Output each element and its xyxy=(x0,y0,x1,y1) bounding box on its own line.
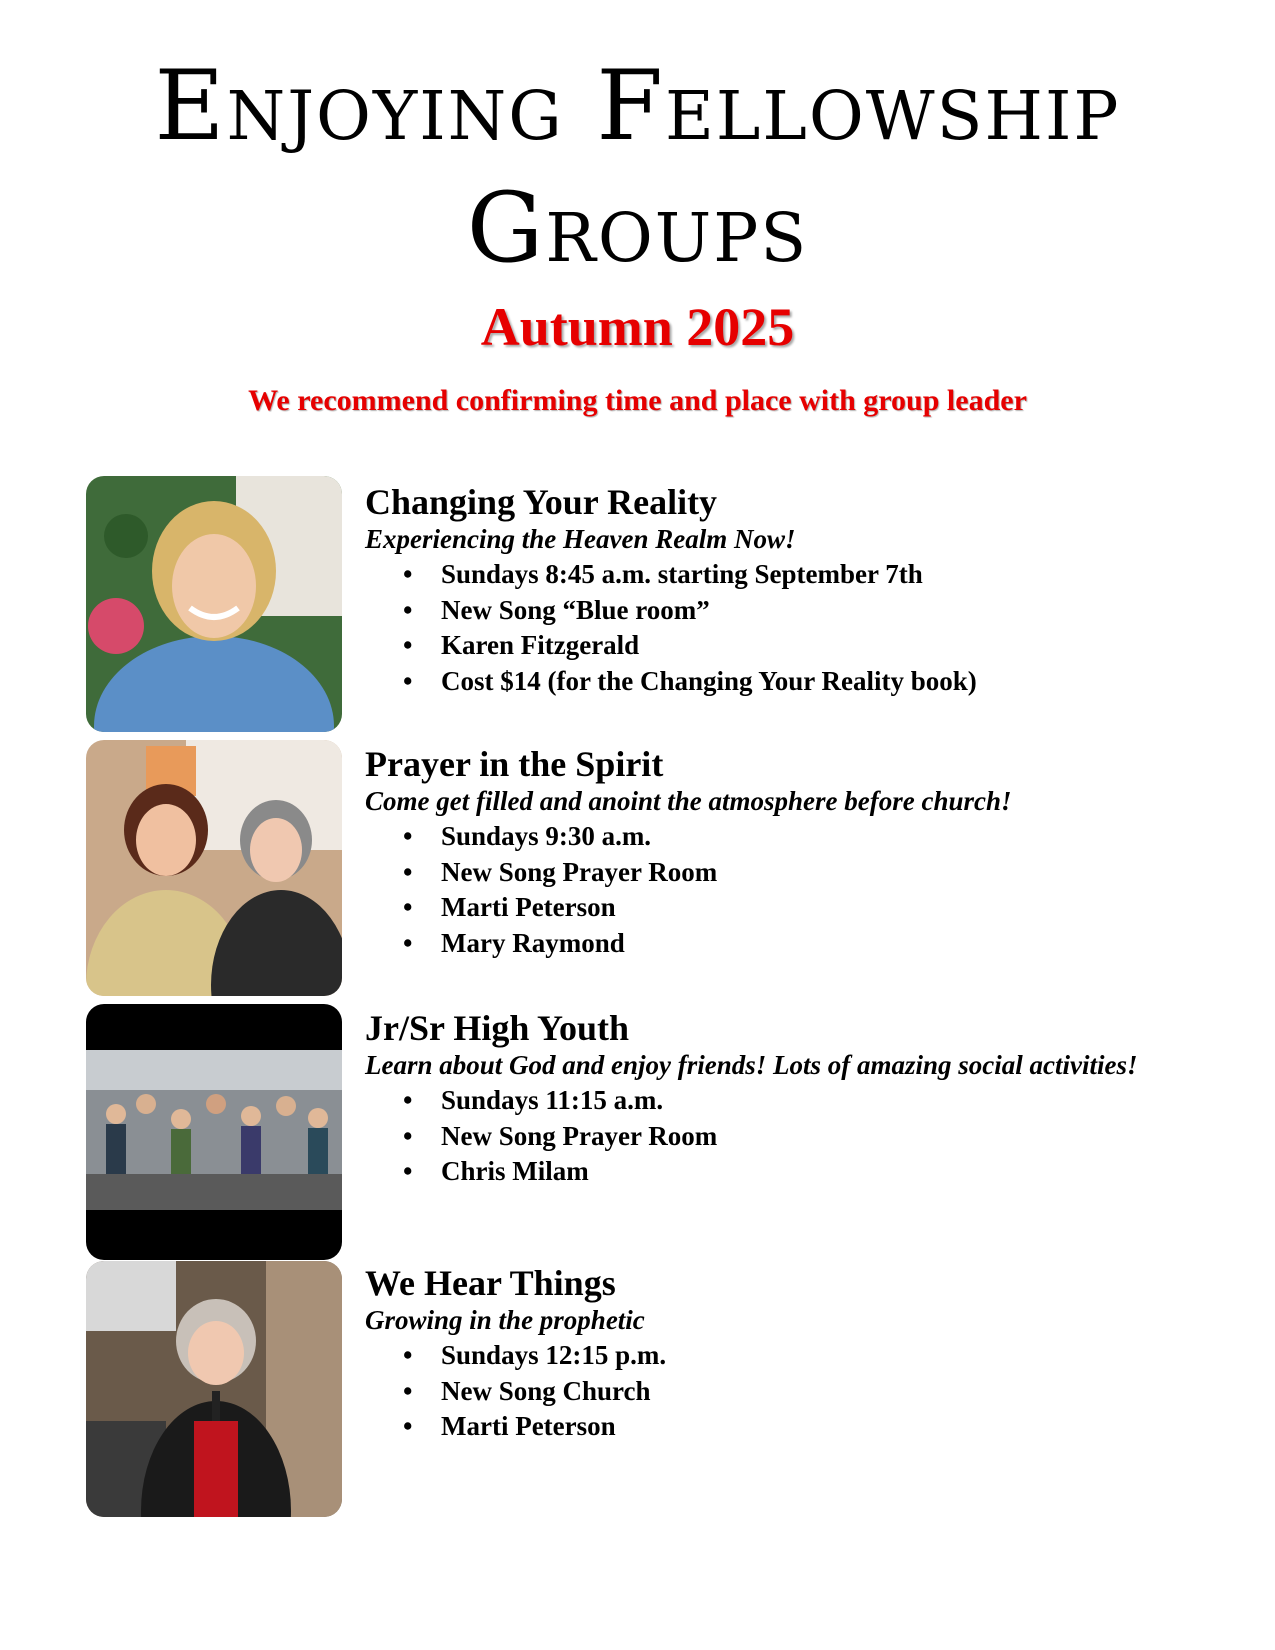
photo-illustration xyxy=(86,1261,342,1517)
detail-place: • New Song “Blue room” xyxy=(403,593,1245,629)
photo-illustration xyxy=(86,1004,342,1260)
group-name: Jr/Sr High Youth xyxy=(365,1008,630,1048)
detail-leader: • Mary Raymond xyxy=(403,926,1245,962)
detail-place: • New Song Prayer Room xyxy=(403,855,1245,891)
detail-cost: • Cost $14 (for the Changing Your Reality book) xyxy=(403,664,1245,700)
group-info xyxy=(365,1263,1245,1445)
detail-place: • New Song Church xyxy=(403,1374,1245,1410)
detail-leader: • Marti Peterson xyxy=(403,1409,1245,1445)
group-tagline: Growing in the prophetic xyxy=(365,1305,645,1335)
group-details xyxy=(365,819,1245,961)
group-info xyxy=(365,482,1245,699)
group-photo-prophetic xyxy=(86,1261,342,1517)
detail-time: • Sundays 11:15 a.m. xyxy=(403,1083,1245,1119)
detail-time: • Sundays 9:30 a.m. xyxy=(403,819,1245,855)
page-title-line2: Groups xyxy=(466,172,809,284)
group-details xyxy=(365,1083,1245,1190)
detail-time: • Sundays 8:45 a.m. starting September 7th xyxy=(403,557,1245,593)
detail-leader: • Karen Fitzgerald xyxy=(403,628,1245,664)
group-details xyxy=(365,1338,1245,1445)
group-info xyxy=(365,1008,1245,1190)
detail-place: • New Song Prayer Room xyxy=(403,1119,1245,1155)
photo-illustration xyxy=(86,476,342,732)
group-details xyxy=(365,557,1245,699)
detail-leader: • Marti Peterson xyxy=(403,890,1245,926)
detail-time: • Sundays 12:15 p.m. xyxy=(403,1338,1245,1374)
group-tagline: Come get filled and anoint the atmosphere before church! xyxy=(365,786,1012,816)
photo-illustration xyxy=(86,740,342,996)
detail-leader: • Chris Milam xyxy=(403,1154,1245,1190)
group-photo-youth xyxy=(86,1004,342,1260)
page-title-line1: Enjoying Fellowship xyxy=(154,50,1121,162)
group-name: Changing Your Reality xyxy=(365,482,718,522)
group-tagline: Learn about God and enjoy friends! Lots of amazing social activities! xyxy=(365,1050,1138,1080)
season-heading: Autumn 2025 xyxy=(480,297,795,357)
group-name: Prayer in the Spirit xyxy=(365,744,664,784)
group-photo-karen xyxy=(86,476,342,732)
group-tagline: Experiencing the Heaven Realm Now! xyxy=(365,524,796,554)
confirm-notice: We recommend confirming time and place with group leader xyxy=(248,384,1027,417)
group-name: We Hear Things xyxy=(365,1263,616,1303)
group-photo-prayer xyxy=(86,740,342,996)
group-info xyxy=(365,744,1245,961)
